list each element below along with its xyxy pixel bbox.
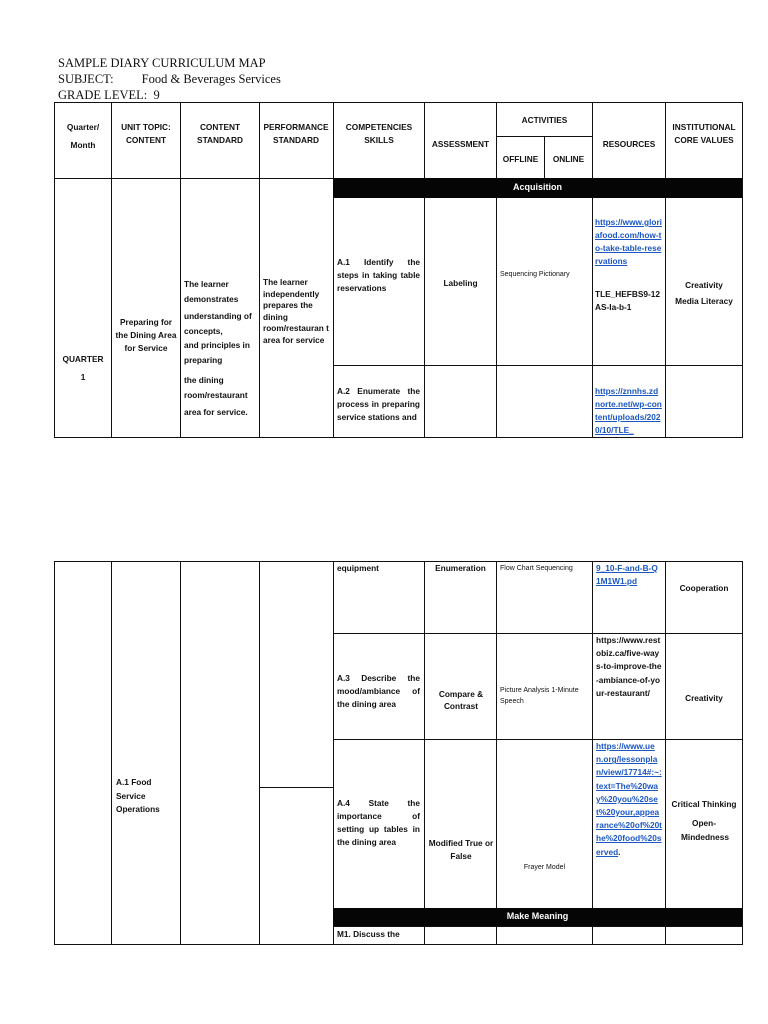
activity-offline-a4: Frayer Model — [523, 864, 566, 871]
core-values-a4 — [667, 797, 741, 844]
col-header-offline: OFFLINE — [502, 154, 539, 164]
core-value-media-literacy: Media Literacy — [675, 296, 733, 306]
resource-link-a1[interactable]: https://www.gloriafood.com/how-to-take-table-reservations — [595, 217, 662, 266]
resources-a3: https://www.restobiz.ca/five-ways-to-improve-the-ambiance-of-your-restaurant/ — [596, 635, 662, 698]
core-value-critical-thinking: Critical Thinking — [671, 799, 737, 809]
core-value-cooperation: Cooperation — [679, 583, 729, 593]
grade-level-line: GRADE LEVEL: 9 — [58, 88, 160, 102]
resources-a2 — [595, 385, 663, 437]
make-meaning-band: Make Meaning — [333, 908, 742, 926]
col-header-assessment: ASSESSMENT — [431, 139, 490, 149]
col-header-activities: ACTIVITIES — [521, 115, 568, 125]
subject-value: Food & Beverages Services — [141, 72, 281, 86]
competency-a2-cont: equipment — [337, 563, 379, 573]
performance-standard-cell: The learner independently prepares the dining room/restauran t area for service — [263, 277, 329, 345]
quarter-label: QUARTER 1 — [62, 354, 104, 382]
unit-topic-cell-page2: A.1 Food Service Operations — [116, 777, 160, 814]
competency-a1: A.1 Identify the steps in taking table reservations — [337, 257, 420, 293]
col-header-performance-standard: PERFORMANCE STANDARD — [263, 122, 329, 145]
activity-offline-a2: Flow Chart Sequencing — [500, 565, 573, 572]
resource-link-a2-cont[interactable]: 9_10-F-and-B-Q1M1W1.pd — [596, 563, 658, 586]
col-header-quarter: Quarter/ Month — [66, 122, 100, 150]
assessment-a4: Modified True or False — [428, 838, 494, 861]
col-header-content-standard: CONTENT STANDARD — [197, 122, 243, 145]
core-value-open-mindedness: Open-Mindedness — [681, 818, 729, 842]
col-header-competencies: COMPETENCIES SKILLS — [345, 122, 413, 145]
content-standard-cell: The learner demonstrates understanding of concepts, and principles in preparing the dining room/restaurant area for service. — [184, 279, 252, 417]
competency-a4: A.4 State the importance of setting up tables in the dining area — [337, 798, 420, 847]
competency-a2: A.2 Enumerate the process in preparing service stations and — [337, 386, 420, 422]
core-value-creativity: Creativity — [685, 280, 723, 290]
resource-link-a4[interactable]: https://www.uen.org/lessonplan/view/17714#:~:text=The%20way%20you%20set%20your,appearance%20of%20the%20food%20served — [596, 741, 662, 857]
col-header-core-values: INSTITUTIONAL CORE VALUES — [672, 122, 736, 145]
activity-offline-a3: Picture Analysis 1-Minute Speech — [500, 687, 579, 705]
competency-m1: M1. Discuss the — [337, 929, 400, 939]
resources-a2-cont — [596, 562, 662, 588]
unit-topic-cell: Preparing for the Dining Area for Service — [115, 317, 177, 353]
document-title: SAMPLE DIARY CURRICULUM MAP — [58, 56, 266, 70]
assessment-a1: Labeling — [443, 278, 478, 288]
assessment-a2: Enumeration — [435, 563, 486, 573]
col-header-online: ONLINE — [552, 154, 585, 164]
competency-a3: A.3 Describe the mood/ambiance of the dining area — [337, 673, 420, 709]
core-values-a1 — [667, 277, 741, 309]
col-header-unit-topic: UNIT TOPIC: CONTENT — [121, 122, 171, 145]
resources-a1 — [595, 216, 663, 314]
acquisition-band: Acquisition — [333, 178, 742, 198]
subject-label: SUBJECT: — [58, 72, 114, 86]
assessment-a3: Compare & Contrast — [438, 689, 484, 711]
activity-offline-a1: Sequencing Pictionary — [500, 271, 570, 278]
core-value-creativity-a3: Creativity — [685, 693, 723, 703]
resources-a4: https://www.uen.org/lessonplan/view/17714#:~:text=The%20way%20you%20set%20your,appearance%20of%20the%20food%20served. — [596, 741, 662, 857]
col-header-resources: RESOURCES — [602, 139, 656, 149]
subject-line — [58, 71, 281, 87]
resource-link-a2[interactable]: https://znnhs.zdnorte.net/wp-content/uploads/2020/10/TLE_ — [595, 386, 662, 435]
resource-code-a1: TLE_HEFBS9-12AS-Ia-b-1 — [595, 289, 661, 312]
